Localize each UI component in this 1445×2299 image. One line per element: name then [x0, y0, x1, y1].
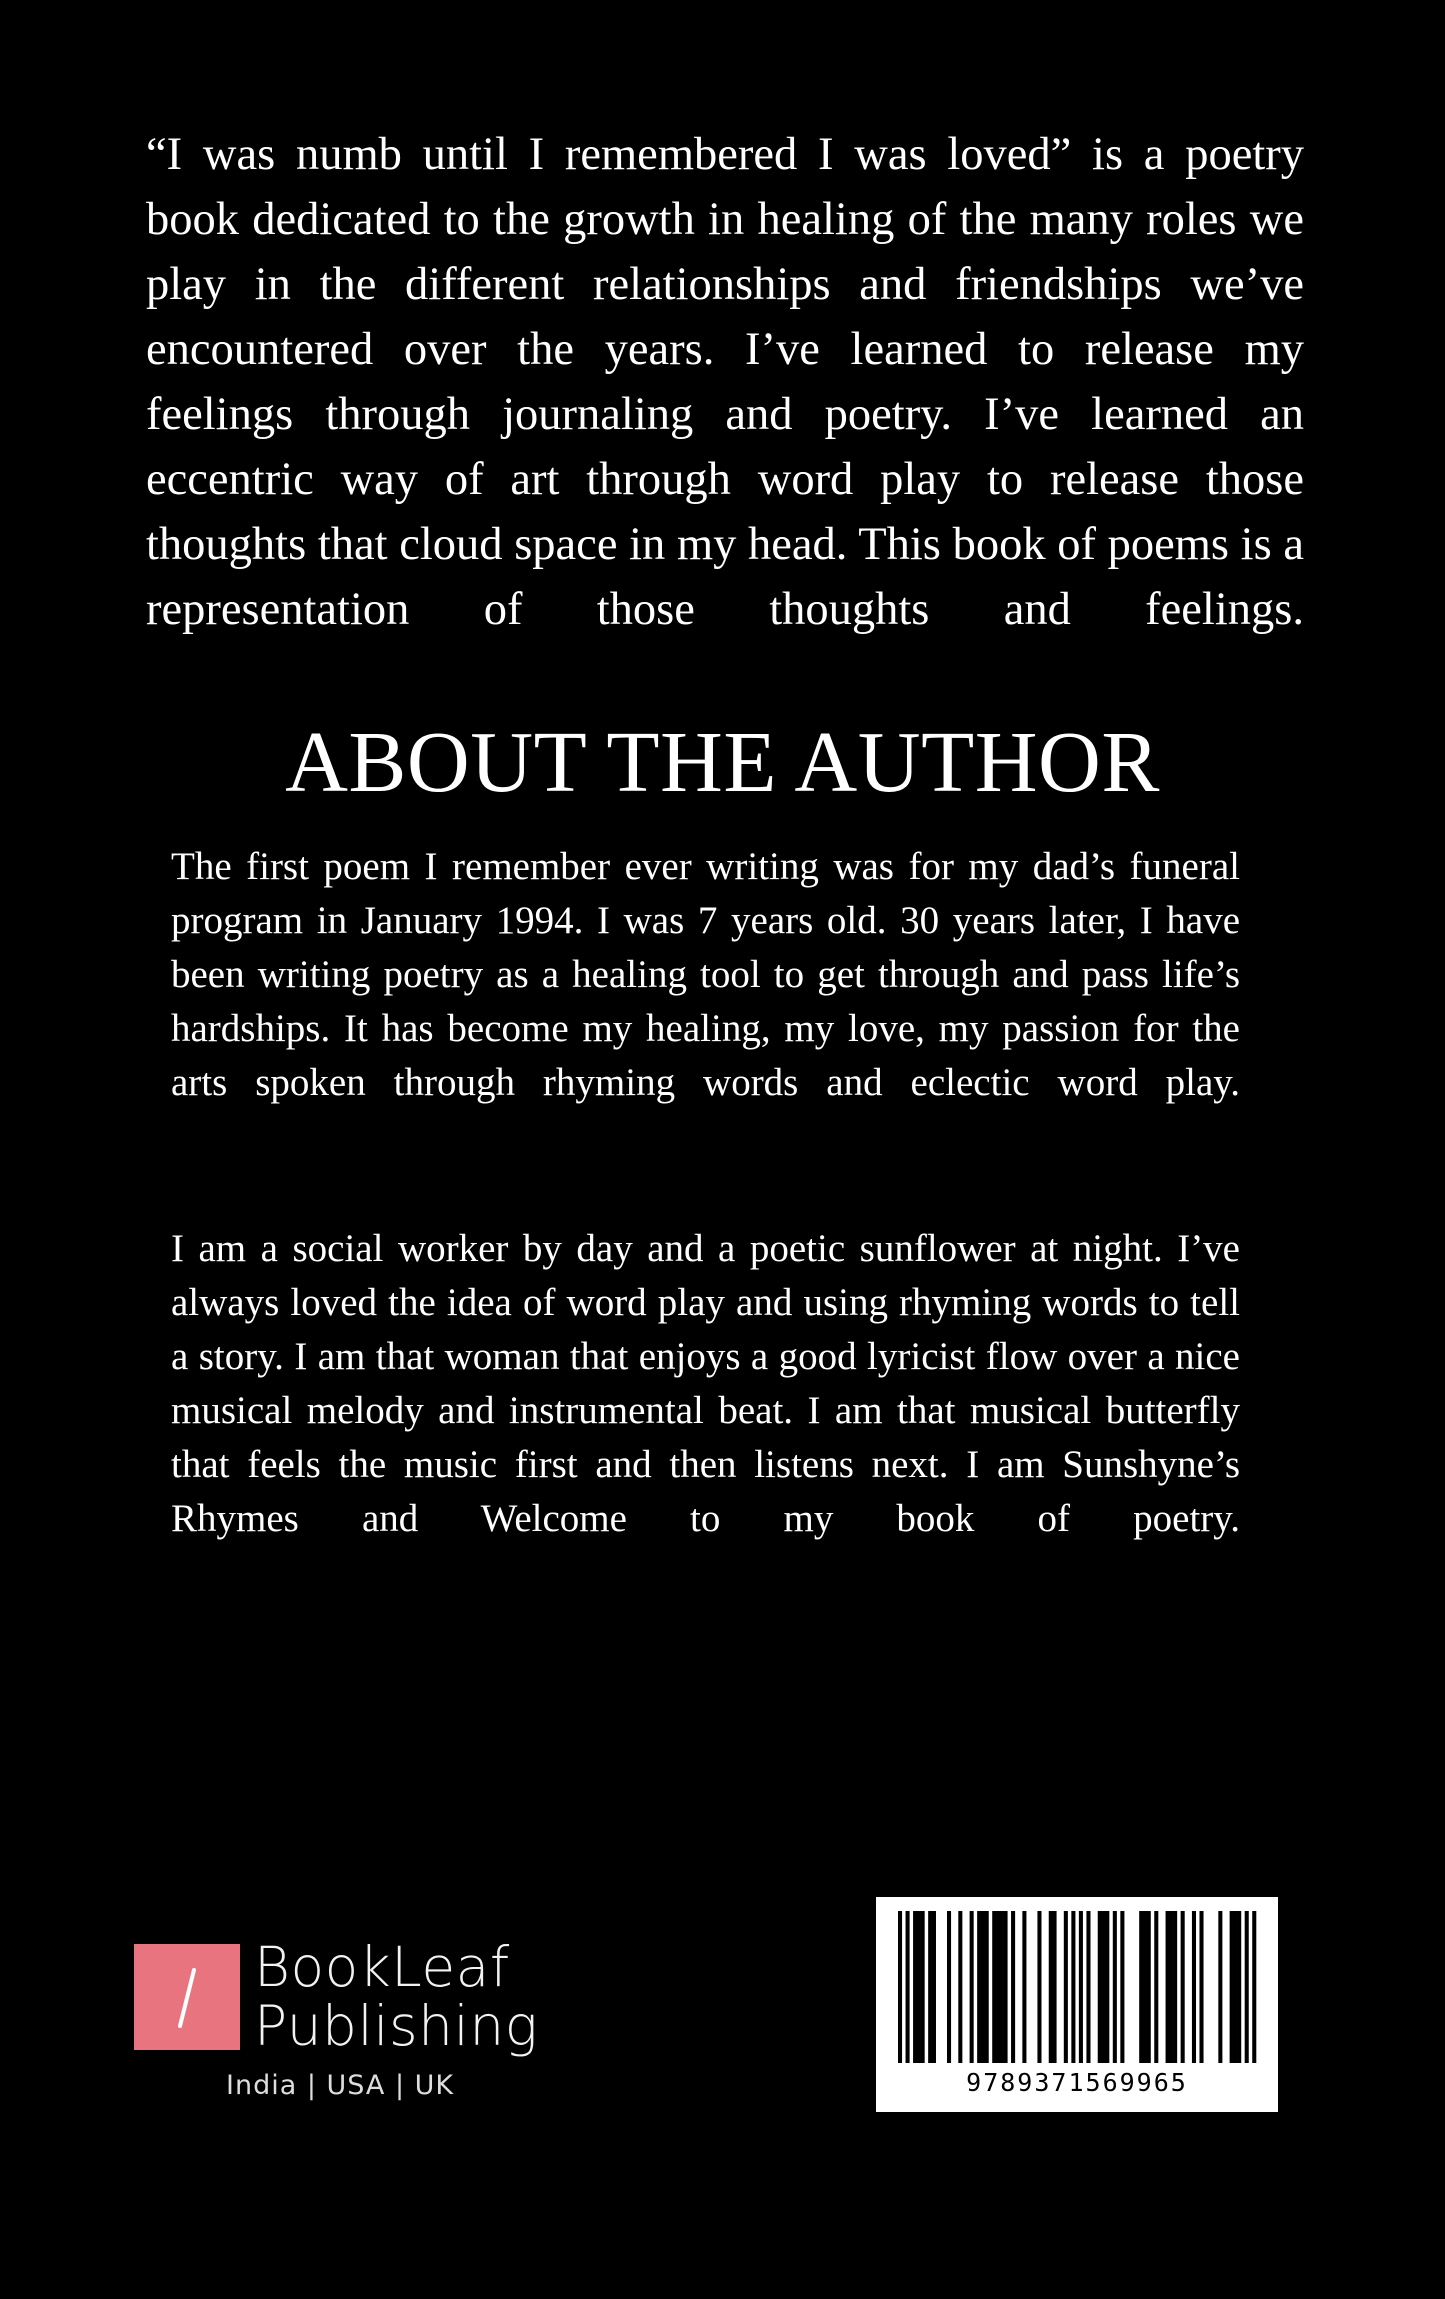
barcode-bar: [1199, 1911, 1203, 2063]
barcode-bar: [1237, 1911, 1241, 2063]
slash-icon: [134, 1944, 240, 2050]
barcode-bar: [981, 1911, 985, 2063]
barcode-bar: [917, 1911, 921, 2063]
isbn-number: 9789371569965: [966, 2068, 1188, 2097]
barcode-bar: [1086, 1911, 1090, 2063]
barcode-bar: [977, 1911, 981, 2063]
barcode-bar: [1079, 1911, 1083, 2063]
barcode-bar: [1105, 1911, 1109, 2063]
barcode-bar: [985, 1911, 989, 2063]
author-bio-paragraph-2: I am a social worker by day and a poetic sunflower at night. I’ve always loved the idea of word play and using rhyming words to tell a story. I am that woman that enjoys a good lyricist flow over a nice musical melody and instrumental beat. I am that musical butterfly that feels the music first and then listens next. I am Sunshyne’s Rhymes and Welcome to my book of poetry.: [171, 1227, 1240, 1540]
barcode-bar: [970, 1911, 974, 2063]
barcode-bar: [1143, 1911, 1147, 2063]
isbn-barcode: [876, 1897, 1278, 2112]
barcode-bar: [1022, 1911, 1026, 2063]
barcode-bar: [1071, 1911, 1075, 2063]
barcode-bar: [1011, 1911, 1015, 2063]
barcode-bar: [1120, 1911, 1124, 2063]
barcode-bar: [1169, 1911, 1173, 2063]
book-description: “I was numb until I remembered I was loved” is a poetry book dedicated to the growth in healing of the many roles we play in the different relationships and friendships we’ve encountered over the years. I’ve learned to release my feelings through journaling and poetry. I’ve learned an eccentric way of art through word play to release those thoughts that cloud space in my head. This book of poems is a representation of those thoughts and feelings.: [146, 129, 1304, 635]
barcode-bar: [1154, 1911, 1158, 2063]
barcode-bar: [1037, 1911, 1041, 2063]
barcode-bar: [1166, 1911, 1170, 2063]
barcode-bar: [1173, 1911, 1177, 2063]
barcode-bar: [1230, 1911, 1234, 2063]
barcode-bar: [1053, 1911, 1057, 2063]
barcode-bar: [928, 1911, 932, 2063]
publisher-name-line-2: Publishing: [254, 1994, 539, 2058]
barcode-bar: [1049, 1911, 1053, 2063]
barcode-bar: [1233, 1911, 1237, 2063]
barcode-bar: [1218, 1911, 1222, 2063]
barcode-bar: [898, 1911, 902, 2063]
barcode-bar: [1245, 1911, 1249, 2063]
author-bio-paragraph-1: The first poem I remember ever writing was for my dad’s funeral program in January 1994. I was 7 years old. 30 years later, I have been writing poetry as a healing tool to get through and pass life’s hardships. It has become my healing, my love, my passion for the arts spoken through rhyming words and eclectic word play.: [171, 845, 1240, 1104]
barcode-bar: [932, 1911, 936, 2063]
barcode-bar: [906, 1911, 910, 2063]
barcode-bar: [1101, 1911, 1105, 2063]
barcode-bar: [1181, 1911, 1185, 2063]
publisher-name-line-1: BookLeaf: [254, 1935, 510, 1999]
barcode-bar: [958, 1911, 962, 2063]
barcode-bar: [996, 1911, 1000, 2063]
barcode-bar: [1004, 1911, 1008, 2063]
barcode-bar: [921, 1911, 925, 2063]
barcode-bar: [1000, 1911, 1004, 2063]
publisher-logo: [134, 1944, 240, 2050]
publisher-regions: India | USA | UK: [226, 2070, 455, 2101]
barcode-bar: [1098, 1911, 1102, 2063]
barcode-bar: [992, 1911, 996, 2063]
barcode-bar: [1252, 1911, 1256, 2063]
barcode-bar: [1139, 1911, 1143, 2063]
barcode-bar: [1192, 1911, 1196, 2063]
barcode-bar: [947, 1911, 951, 2063]
barcode-bar: [913, 1911, 917, 2063]
barcode-bar: [1147, 1911, 1151, 2063]
barcode-bar: [1113, 1911, 1117, 2063]
publisher-name: [254, 1935, 539, 2058]
about-the-author-heading: ABOUT THE AUTHOR: [285, 713, 1160, 810]
barcode-bar: [1064, 1911, 1068, 2063]
